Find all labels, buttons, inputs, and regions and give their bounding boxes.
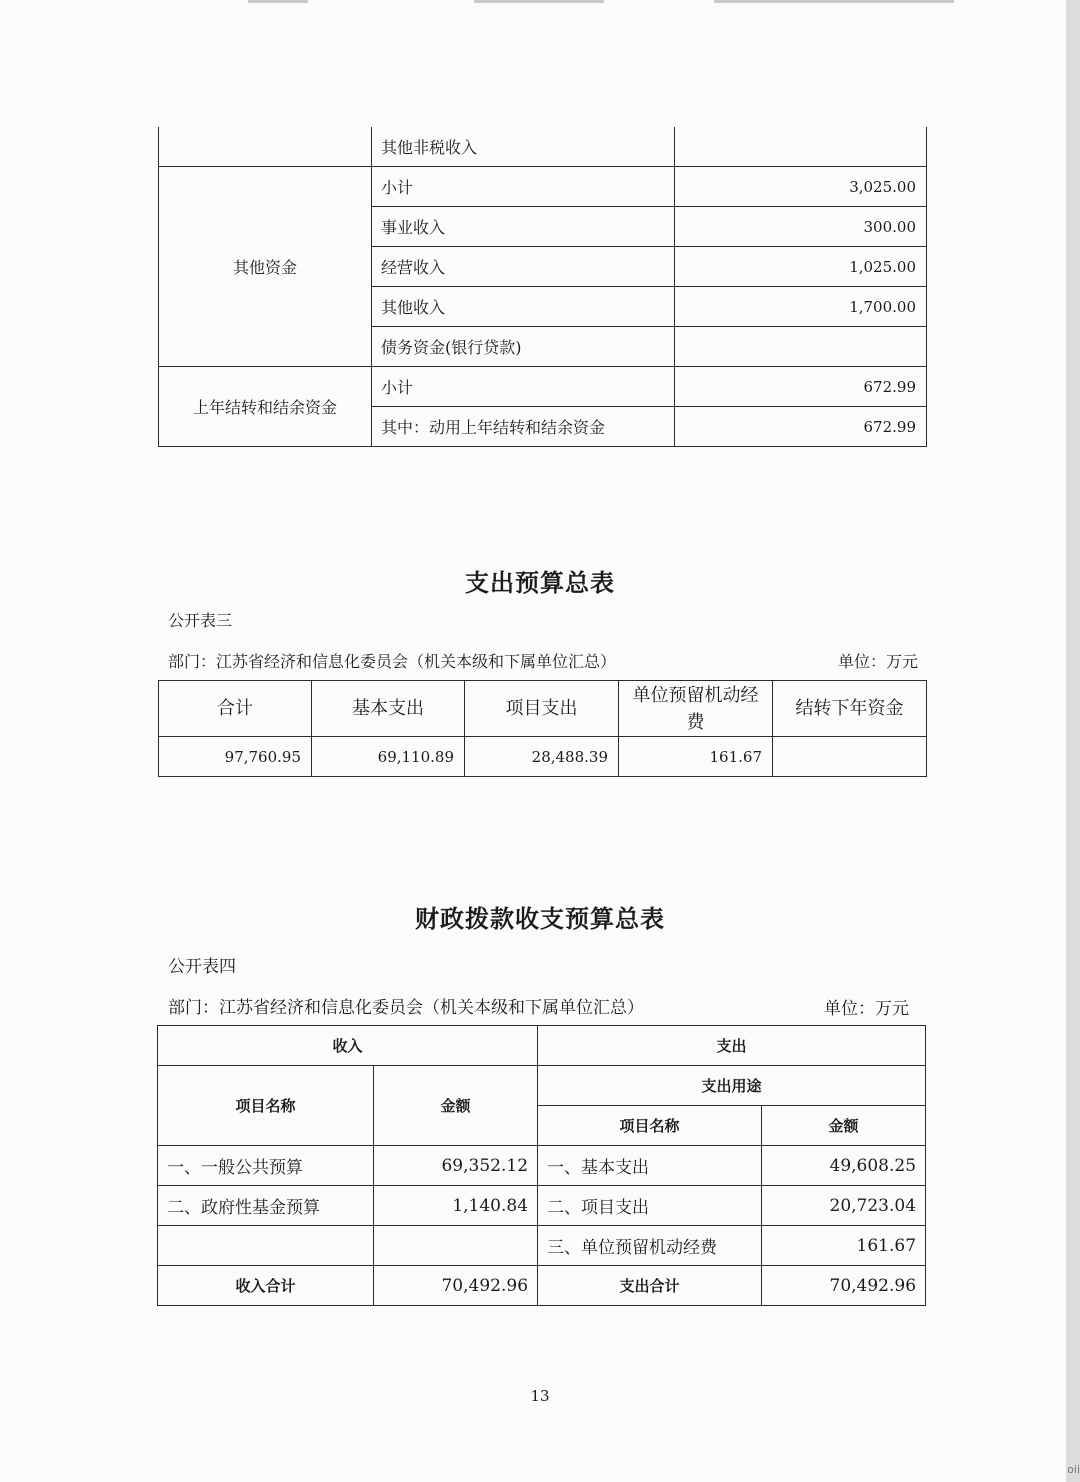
column-header: 基本支出 — [312, 681, 465, 737]
header-row — [158, 1066, 926, 1106]
item-name: 其他收入 — [372, 287, 675, 327]
income-name: 一、一般公共预算 — [158, 1146, 374, 1186]
value-cell: 28,488.39 — [465, 737, 619, 777]
item-name: 事业收入 — [372, 207, 675, 247]
income-amount-header: 金额 — [374, 1066, 538, 1146]
table-row — [158, 1226, 926, 1266]
expenditure-budget-title: 支出预算总表 — [465, 569, 615, 597]
income-continuation-table — [158, 127, 927, 447]
scan-mark — [248, 0, 308, 3]
item-amount: 3,025.00 — [675, 167, 927, 207]
scan-mark — [474, 0, 604, 3]
item-name: 其他非税收入 — [372, 127, 675, 167]
group-cell — [159, 127, 372, 167]
item-amount — [675, 327, 927, 367]
item-name: 小计 — [372, 167, 675, 207]
item-amount: 672.99 — [675, 407, 927, 447]
usage-header: 支出用途 — [538, 1066, 926, 1106]
department-label: 部门：江苏省经济和信息化委员会（机关本级和下属单位汇总） — [168, 652, 617, 671]
expense-amount-header: 金额 — [762, 1106, 926, 1146]
expense-amount: 49,608.25 — [762, 1146, 926, 1186]
income-total: 70,492.96 — [374, 1266, 538, 1306]
group-carryover-funds: 上年结转和结余资金 — [159, 367, 372, 447]
page-edge — [1066, 0, 1080, 1482]
income-item-name-header: 项目名称 — [158, 1066, 374, 1146]
income-header: 收入 — [158, 1026, 538, 1066]
income-total-label: 收入合计 — [158, 1266, 374, 1306]
expenditure-budget-table — [158, 680, 927, 777]
expense-amount: 20,723.04 — [762, 1186, 926, 1226]
item-name: 债务资金(银行贷款) — [372, 327, 675, 367]
income-amount: 69,352.12 — [374, 1146, 538, 1186]
column-header: 项目支出 — [465, 681, 619, 737]
fiscal-budget-title: 财政拨款收支预算总表 — [415, 905, 665, 933]
value-cell: 97,760.95 — [159, 737, 312, 777]
expense-amount: 161.67 — [762, 1226, 926, 1266]
margin-mark: oii — [1067, 1463, 1080, 1476]
expense-total: 70,492.96 — [762, 1266, 926, 1306]
table-row — [158, 1186, 926, 1226]
table-row — [159, 367, 927, 407]
value-cell: 69,110.89 — [312, 737, 465, 777]
item-amount: 1,700.00 — [675, 287, 927, 327]
fiscal-appropriation-table — [157, 1025, 926, 1306]
table-row — [159, 737, 927, 777]
income-amount: 1,140.84 — [374, 1186, 538, 1226]
income-name — [158, 1226, 374, 1266]
table-label: 公开表三 — [168, 611, 233, 630]
header-row — [158, 1026, 926, 1066]
table-row — [159, 167, 927, 207]
table-row — [159, 127, 927, 167]
expense-name: 二、项目支出 — [538, 1186, 762, 1226]
item-amount: 1,025.00 — [675, 247, 927, 287]
item-name: 其中：动用上年结转和结余资金 — [372, 407, 675, 447]
expense-header: 支出 — [538, 1026, 926, 1066]
expense-name: 三、单位预留机动经费 — [538, 1226, 762, 1266]
item-amount: 300.00 — [675, 207, 927, 247]
scan-mark — [714, 0, 954, 3]
income-name: 二、政府性基金预算 — [158, 1186, 374, 1226]
value-cell: 161.67 — [619, 737, 773, 777]
column-header: 合计 — [159, 681, 312, 737]
item-amount — [675, 127, 927, 167]
income-amount — [374, 1226, 538, 1266]
header-row — [159, 681, 927, 737]
total-row — [158, 1266, 926, 1306]
unit-label: 单位：万元 — [824, 999, 909, 1019]
group-other-funds: 其他资金 — [159, 167, 372, 367]
table-row — [158, 1146, 926, 1186]
value-cell — [773, 737, 927, 777]
unit-label: 单位：万元 — [838, 652, 919, 671]
column-header: 结转下年资金 — [773, 681, 927, 737]
page-number: 13 — [530, 1387, 550, 1405]
expense-total-label: 支出合计 — [538, 1266, 762, 1306]
expense-item-name-header: 项目名称 — [538, 1106, 762, 1146]
expense-name: 一、基本支出 — [538, 1146, 762, 1186]
column-header: 单位预留机动经费 — [619, 681, 773, 737]
table-label: 公开表四 — [168, 957, 236, 977]
item-amount: 672.99 — [675, 367, 927, 407]
department-label: 部门：江苏省经济和信息化委员会（机关本级和下属单位汇总） — [168, 998, 644, 1018]
item-name: 经营收入 — [372, 247, 675, 287]
item-name: 小计 — [372, 367, 675, 407]
